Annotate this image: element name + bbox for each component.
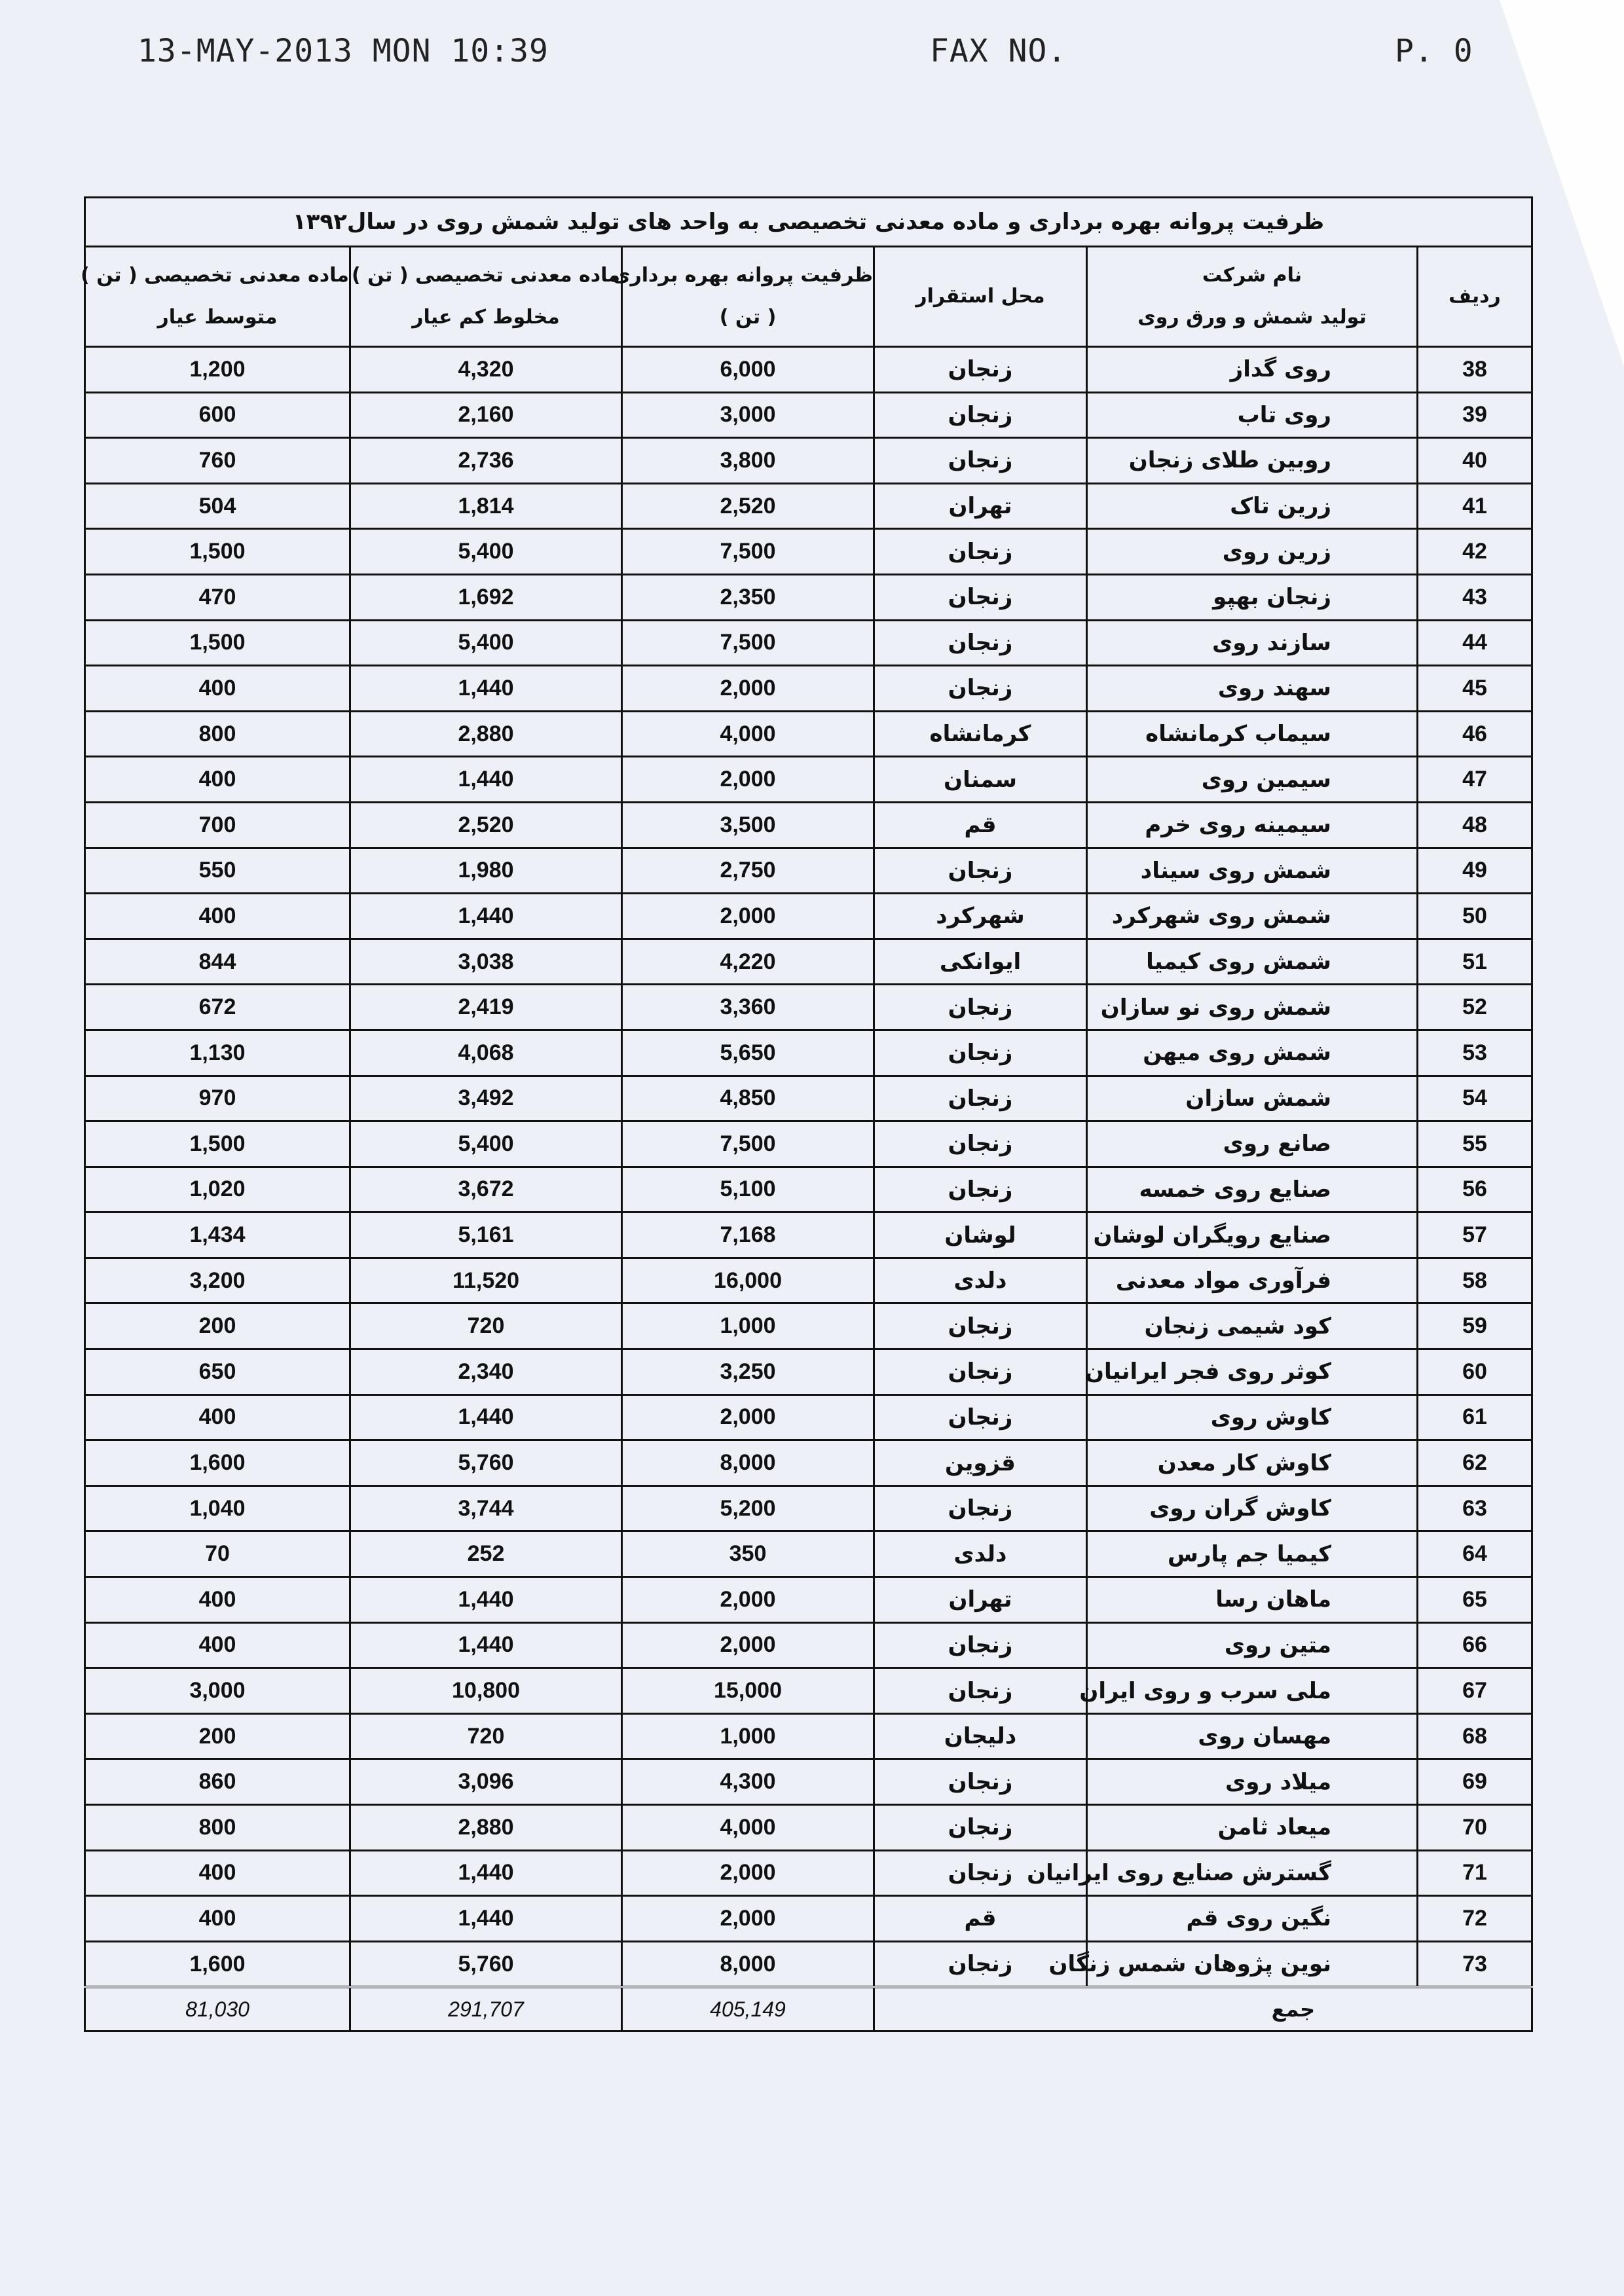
cell-medium: 1,500 (85, 529, 350, 575)
cell-capacity: 7,168 (622, 1212, 874, 1258)
cell-capacity: 2,000 (622, 757, 874, 803)
cell-capacity: 8,000 (622, 1941, 874, 1987)
cell-low: 2,419 (350, 985, 622, 1030)
table-row (85, 1440, 1532, 1486)
table-row (85, 1622, 1532, 1668)
cell-medium: 400 (85, 1850, 350, 1896)
cell-low: 1,440 (350, 1622, 622, 1668)
cell-row-no: 51 (1418, 939, 1532, 985)
cell-location: زنجان (874, 1030, 1087, 1076)
cell-medium: 3,200 (85, 1258, 350, 1303)
table-row (85, 666, 1532, 712)
cell-row-no: 46 (1418, 711, 1532, 757)
cell-low: 4,068 (350, 1030, 622, 1076)
cell-capacity: 2,750 (622, 848, 874, 894)
cell-low: 1,980 (350, 848, 622, 894)
cell-capacity: 3,800 (622, 438, 874, 484)
cell-medium: 1,600 (85, 1440, 350, 1486)
cell-row-no: 56 (1418, 1167, 1532, 1212)
header-company-line2: تولید شمش و ورق روی (1137, 306, 1367, 329)
cell-location: زنجان (874, 392, 1087, 438)
cell-low: 720 (350, 1303, 622, 1349)
table-row (85, 894, 1532, 939)
cell-capacity: 2,000 (622, 1394, 874, 1440)
cell-location: تهران (874, 1577, 1087, 1623)
cell-company: نوین پژوهان شمس زنگان (1087, 1941, 1418, 1987)
cell-location: زنجان (874, 1303, 1087, 1349)
cell-capacity: 1,000 (622, 1303, 874, 1349)
cell-low: 10,800 (350, 1668, 622, 1714)
cell-company: میعاد ثامن (1087, 1805, 1418, 1851)
cell-capacity: 4,220 (622, 939, 874, 985)
cell-location: زنجان (874, 1805, 1087, 1851)
table-row (85, 711, 1532, 757)
table-row (85, 438, 1532, 484)
table-row (85, 574, 1532, 620)
cell-medium: 1,130 (85, 1030, 350, 1076)
table-row (85, 1258, 1532, 1303)
cell-low: 3,492 (350, 1076, 622, 1121)
cell-company: شمش روی نو سازان (1087, 985, 1418, 1030)
cell-row-no: 66 (1418, 1622, 1532, 1668)
cell-low: 3,096 (350, 1759, 622, 1805)
cell-location: زنجان (874, 985, 1087, 1030)
cell-company: سیماب کرمانشاه (1087, 711, 1418, 757)
cell-low: 1,440 (350, 1577, 622, 1623)
header-row-no: ردیف (1418, 247, 1532, 347)
cell-low: 3,038 (350, 939, 622, 985)
cell-low: 11,520 (350, 1258, 622, 1303)
cell-row-no: 71 (1418, 1850, 1532, 1896)
cell-capacity: 15,000 (622, 1668, 874, 1714)
total-low: 291,707 (350, 1987, 622, 2032)
cell-low: 5,400 (350, 529, 622, 575)
cell-row-no: 70 (1418, 1805, 1532, 1851)
table-row (85, 1759, 1532, 1805)
cell-capacity: 5,100 (622, 1167, 874, 1212)
cell-low: 1,440 (350, 1850, 622, 1896)
cell-company: روبین طلای زنجان (1087, 438, 1418, 484)
cell-low: 3,744 (350, 1485, 622, 1531)
cell-location: زنجان (874, 1622, 1087, 1668)
cell-company: کود شیمی زنجان (1087, 1303, 1418, 1349)
cell-company: شمش روی میهن (1087, 1030, 1418, 1076)
table-row (85, 529, 1532, 575)
cell-company: کاوش کار معدن (1087, 1440, 1418, 1486)
cell-location: زنجان (874, 1759, 1087, 1805)
cell-company: شمش روی کیمیا (1087, 939, 1418, 985)
cell-row-no: 68 (1418, 1713, 1532, 1759)
cell-capacity: 3,360 (622, 985, 874, 1030)
cell-capacity: 2,000 (622, 1896, 874, 1942)
table-row (85, 1030, 1532, 1076)
cell-capacity: 7,500 (622, 1121, 874, 1167)
cell-location: زنجان (874, 1394, 1087, 1440)
cell-company: شمش سازان (1087, 1076, 1418, 1121)
table-row (85, 1531, 1532, 1577)
cell-low: 5,760 (350, 1440, 622, 1486)
cell-row-no: 72 (1418, 1896, 1532, 1942)
cell-capacity: 5,650 (622, 1030, 874, 1076)
cell-low: 1,440 (350, 1896, 622, 1942)
table-row (85, 392, 1532, 438)
cell-medium: 550 (85, 848, 350, 894)
cell-company: کاوش روی (1087, 1394, 1418, 1440)
cell-capacity: 7,500 (622, 620, 874, 666)
cell-medium: 700 (85, 802, 350, 848)
cell-location: ایوانکی (874, 939, 1087, 985)
cell-location: قم (874, 802, 1087, 848)
cell-capacity: 2,000 (622, 1622, 874, 1668)
table-row (85, 1485, 1532, 1531)
cell-company: سهند روی (1087, 666, 1418, 712)
cell-low: 5,760 (350, 1941, 622, 1987)
cell-capacity: 7,500 (622, 529, 874, 575)
table-row (85, 1577, 1532, 1623)
cell-location: دلدی (874, 1258, 1087, 1303)
cell-location: زنجان (874, 347, 1087, 393)
header-medium-grade-line2: متوسط عیار (157, 306, 278, 329)
cell-low: 5,161 (350, 1212, 622, 1258)
cell-capacity: 4,300 (622, 1759, 874, 1805)
cell-low: 2,520 (350, 802, 622, 848)
cell-location: قزوین (874, 1440, 1087, 1486)
cell-location: لوشان (874, 1212, 1087, 1258)
table-row (85, 1896, 1532, 1942)
fax-datetime: 13-MAY-2013 MON 10:39 (138, 33, 549, 69)
cell-location: زنجان (874, 574, 1087, 620)
cell-capacity: 2,520 (622, 483, 874, 529)
cell-company: روی تاب (1087, 392, 1418, 438)
table-row (85, 1212, 1532, 1258)
cell-medium: 760 (85, 438, 350, 484)
cell-row-no: 47 (1418, 757, 1532, 803)
fax-number: FAX NO. (930, 33, 1067, 69)
cell-low: 5,400 (350, 1121, 622, 1167)
cell-row-no: 42 (1418, 529, 1532, 575)
cell-row-no: 64 (1418, 1531, 1532, 1577)
cell-medium: 860 (85, 1759, 350, 1805)
cell-row-no: 49 (1418, 848, 1532, 894)
cell-low: 2,160 (350, 392, 622, 438)
cell-row-no: 43 (1418, 574, 1532, 620)
cell-row-no: 45 (1418, 666, 1532, 712)
cell-low: 4,320 (350, 347, 622, 393)
header-capacity-line1: ظرفیت پروانه بهره برداری (612, 264, 873, 287)
table-row (85, 1668, 1532, 1714)
cell-row-no: 41 (1418, 483, 1532, 529)
cell-capacity: 3,500 (622, 802, 874, 848)
cell-low: 252 (350, 1531, 622, 1577)
cell-low: 1,440 (350, 757, 622, 803)
cell-row-no: 73 (1418, 1941, 1532, 1987)
cell-medium: 200 (85, 1713, 350, 1759)
cell-medium: 70 (85, 1531, 350, 1577)
cell-medium: 400 (85, 666, 350, 712)
cell-capacity: 2,000 (622, 1577, 874, 1623)
cell-low: 2,880 (350, 711, 622, 757)
header-company (1087, 247, 1418, 347)
table-body (85, 347, 1532, 1988)
table-row (85, 1805, 1532, 1851)
cell-low: 1,440 (350, 894, 622, 939)
cell-medium: 1,434 (85, 1212, 350, 1258)
cell-medium: 1,040 (85, 1485, 350, 1531)
cell-company: کاوش گران روی (1087, 1485, 1418, 1531)
cell-location: دلیجان (874, 1713, 1087, 1759)
table-title: ظرفیت پروانه بهره برداری و ماده معدنی تخصیصی به واحد های تولید شمش روی در سال۱۳۹۲ (85, 198, 1532, 247)
cell-capacity: 4,000 (622, 1805, 874, 1851)
cell-row-no: 60 (1418, 1349, 1532, 1395)
cell-location: زنجان (874, 1668, 1087, 1714)
cell-location: زنجان (874, 1349, 1087, 1395)
cell-capacity: 1,000 (622, 1713, 874, 1759)
total-medium: 81,030 (85, 1987, 350, 2032)
table-row (85, 347, 1532, 393)
cell-company: ماهان رسا (1087, 1577, 1418, 1623)
cell-company: زرین تاک (1087, 483, 1418, 529)
cell-company: متین روی (1087, 1622, 1418, 1668)
cell-row-no: 38 (1418, 347, 1532, 393)
cell-location: زنجان (874, 666, 1087, 712)
header-low-grade-line2: مخلوط کم عیار (412, 306, 560, 329)
cell-low: 2,340 (350, 1349, 622, 1395)
cell-company: نگین روی قم (1087, 1896, 1418, 1942)
cell-location: شهرکرد (874, 894, 1087, 939)
cell-company: میلاد روی (1087, 1759, 1418, 1805)
cell-row-no: 50 (1418, 894, 1532, 939)
cell-capacity: 2,350 (622, 574, 874, 620)
table-row (85, 483, 1532, 529)
cell-medium: 400 (85, 757, 350, 803)
cell-medium: 844 (85, 939, 350, 985)
cell-location: زنجان (874, 1850, 1087, 1896)
cell-company: سازند روی (1087, 620, 1418, 666)
cell-capacity: 2,000 (622, 894, 874, 939)
cell-row-no: 59 (1418, 1303, 1532, 1349)
cell-low: 720 (350, 1713, 622, 1759)
cell-row-no: 48 (1418, 802, 1532, 848)
cell-company: شمش روی سیناد (1087, 848, 1418, 894)
cell-row-no: 44 (1418, 620, 1532, 666)
cell-location: تهران (874, 483, 1087, 529)
table-row (85, 1349, 1532, 1395)
cell-company: کوثر روی فجر ایرانیان (1087, 1349, 1418, 1395)
cell-medium: 504 (85, 483, 350, 529)
cell-low: 1,692 (350, 574, 622, 620)
header-medium-grade (81, 247, 350, 347)
cell-capacity: 8,000 (622, 1440, 874, 1486)
allocation-table (81, 196, 1533, 2032)
cell-row-no: 69 (1418, 1759, 1532, 1805)
cell-low: 1,814 (350, 483, 622, 529)
cell-row-no: 63 (1418, 1485, 1532, 1531)
cell-low: 2,736 (350, 438, 622, 484)
fax-page: P. 0 (1395, 33, 1473, 69)
cell-company: زرین روی (1087, 529, 1418, 575)
cell-location: زنجان (874, 848, 1087, 894)
cell-medium: 1,020 (85, 1167, 350, 1212)
cell-location: زنجان (874, 1121, 1087, 1167)
cell-medium: 400 (85, 894, 350, 939)
cell-low: 2,880 (350, 1805, 622, 1851)
cell-capacity: 3,250 (622, 1349, 874, 1395)
table-row (85, 620, 1532, 666)
cell-location: زنجان (874, 1167, 1087, 1212)
cell-location: زنجان (874, 620, 1087, 666)
cell-medium: 970 (85, 1076, 350, 1121)
cell-medium: 800 (85, 1805, 350, 1851)
cell-location: دلدی (874, 1531, 1087, 1577)
header-medium-grade-line1: ماده معدنی تخصیصی ( تن ) (81, 264, 349, 287)
header-location: محل استقرار (874, 247, 1087, 347)
cell-company: زنجان بهپو (1087, 574, 1418, 620)
cell-low: 3,672 (350, 1167, 622, 1212)
cell-row-no: 40 (1418, 438, 1532, 484)
cell-medium: 650 (85, 1349, 350, 1395)
cell-company: مهسان روی (1087, 1713, 1418, 1759)
table-row (85, 1394, 1532, 1440)
cell-medium: 1,600 (85, 1941, 350, 1987)
cell-row-no: 54 (1418, 1076, 1532, 1121)
cell-company: سیمین روی (1087, 757, 1418, 803)
cell-capacity: 4,850 (622, 1076, 874, 1121)
header-capacity (612, 247, 874, 347)
table-row (85, 1941, 1532, 1987)
table-row (85, 1850, 1532, 1896)
table-row (85, 985, 1532, 1030)
total-label: جمع (874, 1987, 1532, 2032)
total-capacity: 405,149 (622, 1987, 874, 2032)
cell-capacity: 3,000 (622, 392, 874, 438)
table-row (85, 1713, 1532, 1759)
cell-location: قم (874, 1896, 1087, 1942)
cell-low: 1,440 (350, 666, 622, 712)
cell-medium: 3,000 (85, 1668, 350, 1714)
table-row (85, 757, 1532, 803)
cell-company: صنایع رویگران لوشان (1087, 1212, 1418, 1258)
cell-capacity: 16,000 (622, 1258, 874, 1303)
table-row (85, 802, 1532, 848)
cell-medium: 1,200 (85, 347, 350, 393)
cell-capacity: 350 (622, 1531, 874, 1577)
cell-capacity: 5,200 (622, 1485, 874, 1531)
cell-location: زنجان (874, 438, 1087, 484)
cell-row-no: 55 (1418, 1121, 1532, 1167)
cell-row-no: 58 (1418, 1258, 1532, 1303)
cell-capacity: 2,000 (622, 1850, 874, 1896)
cell-row-no: 65 (1418, 1577, 1532, 1623)
cell-company: صانع روی (1087, 1121, 1418, 1167)
cell-medium: 400 (85, 1394, 350, 1440)
cell-medium: 470 (85, 574, 350, 620)
table-row (85, 1303, 1532, 1349)
cell-company: سیمینه روی خرم (1087, 802, 1418, 848)
cell-low: 5,400 (350, 620, 622, 666)
table-row (85, 1076, 1532, 1121)
cell-row-no: 62 (1418, 1440, 1532, 1486)
cell-location: زنجان (874, 1076, 1087, 1121)
cell-row-no: 67 (1418, 1668, 1532, 1714)
cell-company: گسترش صنایع روی ایرانیان (1087, 1850, 1418, 1896)
total-row (85, 1987, 1532, 2032)
cell-medium: 672 (85, 985, 350, 1030)
cell-company: فرآوری مواد معدنی (1087, 1258, 1418, 1303)
table-row (85, 939, 1532, 985)
cell-medium: 600 (85, 392, 350, 438)
cell-company: روی گداز (1087, 347, 1418, 393)
cell-row-no: 52 (1418, 985, 1532, 1030)
cell-medium: 400 (85, 1577, 350, 1623)
cell-company: شمش روی شهرکرد (1087, 894, 1418, 939)
cell-row-no: 61 (1418, 1394, 1532, 1440)
cell-company: کیمیا جم پارس (1087, 1531, 1418, 1577)
cell-company: صنایع روی خمسه (1087, 1167, 1418, 1212)
cell-medium: 800 (85, 711, 350, 757)
cell-medium: 400 (85, 1896, 350, 1942)
cell-row-no: 57 (1418, 1212, 1532, 1258)
cell-capacity: 6,000 (622, 347, 874, 393)
cell-medium: 1,500 (85, 620, 350, 666)
cell-location: سمنان (874, 757, 1087, 803)
cell-location: زنجان (874, 1485, 1087, 1531)
cell-row-no: 53 (1418, 1030, 1532, 1076)
header-low-grade-line1: ماده معدنی تخصیصی ( تن ) (352, 264, 620, 287)
cell-low: 1,440 (350, 1394, 622, 1440)
header-capacity-line2: ( تن ) (719, 306, 777, 329)
table-row (85, 1121, 1532, 1167)
table-row (85, 1167, 1532, 1212)
cell-medium: 1,500 (85, 1121, 350, 1167)
cell-row-no: 39 (1418, 392, 1532, 438)
cell-medium: 400 (85, 1622, 350, 1668)
cell-company: ملی سرب و روی ایران (1087, 1668, 1418, 1714)
cell-medium: 200 (85, 1303, 350, 1349)
table-row (85, 848, 1532, 894)
header-low-grade (350, 247, 622, 347)
cell-capacity: 4,000 (622, 711, 874, 757)
allocation-table-container (81, 196, 1531, 2032)
header-company-line1: نام شرکت (1202, 264, 1302, 287)
cell-location: کرمانشاه (874, 711, 1087, 757)
cell-capacity: 2,000 (622, 666, 874, 712)
cell-location: زنجان (874, 529, 1087, 575)
cell-location: زنجان (874, 1941, 1087, 1987)
